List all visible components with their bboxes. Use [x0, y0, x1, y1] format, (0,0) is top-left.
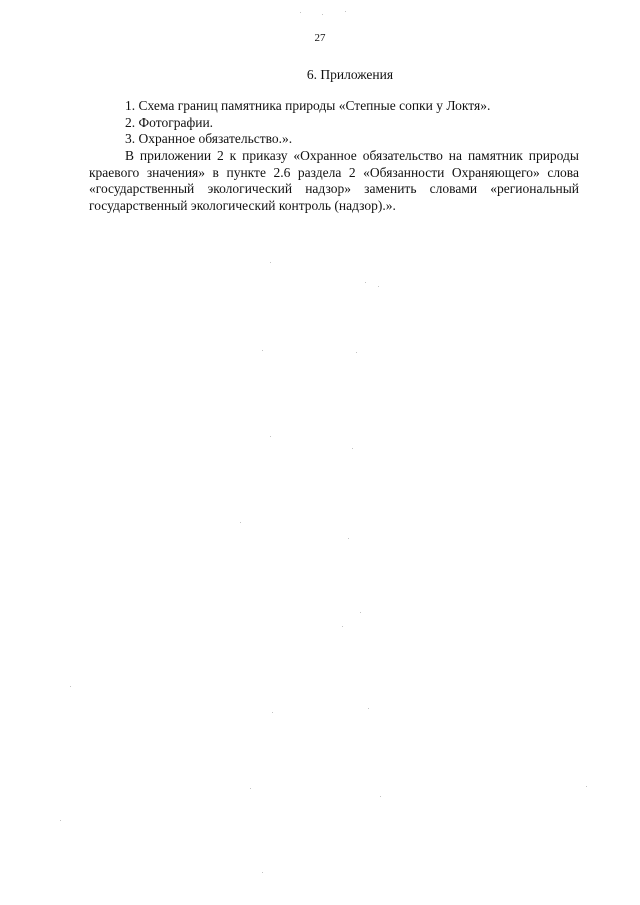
list-item: 1. Схема границ памятника природы «Степные сопки у Локтя». [125, 98, 491, 113]
list-item: 3. Охранное обязательство.». [125, 131, 293, 146]
list-item: 2. Фотографии. [125, 114, 214, 130]
appendix-list [125, 98, 490, 148]
section-heading: 6. Приложения [306, 67, 394, 82]
amendment-paragraph: В приложении 2 к приказу «Охранное обязательство на памятник природы краевого значения» в пункте 2.6 раздела 2 «Обязанности Охраняющего» слова «государственный экологический надзор» заменить словами «региональный государственный экологический контроль (надзор).». [89, 148, 579, 213]
page-number: 27 [314, 32, 326, 44]
